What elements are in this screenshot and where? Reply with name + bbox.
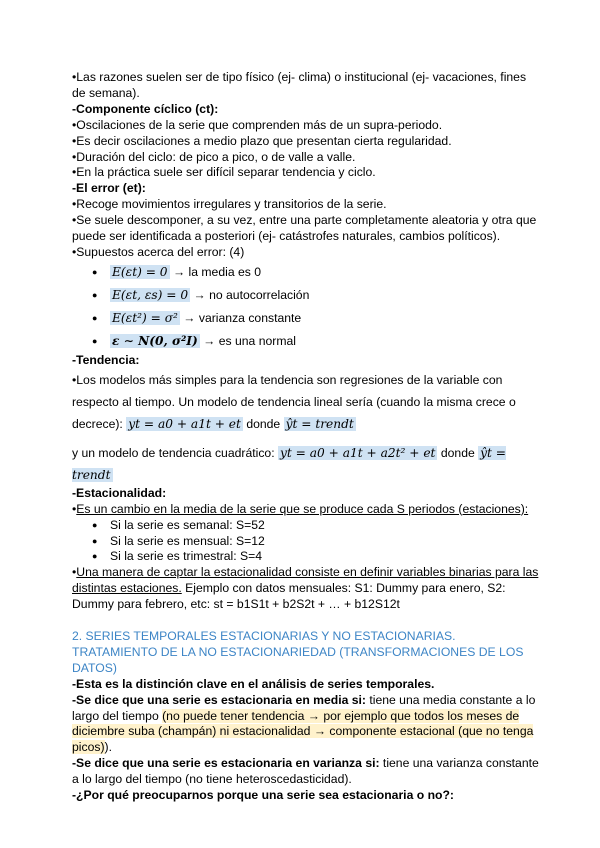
estacionalidad-item: ● Si la serie es semanal: S=52	[96, 518, 542, 534]
ciclico-item: •Oscilaciones de la serie que comprenden más de un supra-periodo.	[72, 117, 443, 132]
supuesto-math: E(εt²) = σ²	[112, 310, 178, 325]
bullet: •	[72, 501, 77, 516]
supuesto-text: → no autocorrelación	[193, 287, 310, 302]
ciclico-item: •Duración del ciclo: de pico a pico, o de valle a valle.	[72, 149, 356, 164]
estacionalidad-def	[72, 502, 542, 518]
section-heading: 2. SERIES TEMPORALES ESTACIONARIAS Y NO ESTACIONARIAS. TRATAMIENTO DE LA NO ESTACIONARIEDAD (TRANSFORMACIONES DE LOS DATOS)	[72, 629, 524, 675]
document-page	[72, 70, 542, 804]
dummy-rest: Ejemplo con datos mensuales: S1: Dummy para enero, S2: Dummy para febrero, etc: st = b1S1t + b2S2t + … + b12S12t	[72, 581, 506, 612]
clave-text: -Esta es la distinción clave en el análisis de series temporales.	[72, 676, 435, 691]
dummy-underlined: Una manera de captar la estacionalidad consiste en definir variables binarias para las distintas estaciones.	[72, 565, 539, 596]
tendencia-quad-desc: y un modelo de tendencia cuadrático:	[72, 445, 275, 460]
supuesto-math: E(εt, εs) = 0	[112, 287, 189, 302]
varianza-label: -Se dice que una serie es estacionaria en varianza si:	[72, 756, 380, 771]
media-paragraph	[72, 693, 542, 757]
estacionalidad-item: ● Si la serie es mensual: S=12	[96, 534, 542, 550]
tendencia-eq-quad: yt = a0 + a1t + a2t² + et	[279, 445, 436, 460]
intro-text: •Las razones suelen ser de tipo físico (ej- clima) o institucional (ej- vacaciones, fines de semana).	[72, 70, 527, 100]
ciclico-title: -Componente cíclico (ct):	[72, 101, 219, 116]
media-label: -Se dice que una serie es estacionaria en media si:	[72, 692, 366, 707]
supuestos-list	[72, 261, 542, 353]
varianza-text: tiene una varianza constante a lo largo del tiempo (no tiene heteroscedasticidad).	[72, 756, 539, 787]
supuesto-item	[96, 261, 542, 284]
ciclico-item: •En la práctica suele ser difícil separar tendencia y ciclo.	[72, 165, 376, 180]
media-highlight: (no puede tener tendencia → por ejemplo que todos los meses de diciembre suba (champán) ni estacionalidad → componente estacional (que no tenga picos)	[72, 708, 534, 755]
tendencia-eq-trend: ŷt = trendt	[72, 445, 507, 482]
tendencia-title: -Tendencia:	[72, 352, 140, 367]
error-item: •Recoge movimientos irregulares y transitorios de la serie.	[72, 197, 387, 212]
tendencia-eq-trend: ŷt = trendt	[285, 416, 354, 431]
tendencia-eq-linear: yt = a0 + a1t + et	[128, 416, 241, 431]
donde-label: donde	[440, 445, 475, 460]
varianza-paragraph	[72, 756, 542, 788]
supuesto-math: E(εt) = 0	[112, 264, 168, 279]
error-item: •Se suele descomponer, a su vez, entre una parte completamente aleatoria y otra que puede ser identificada a posteriori (ej- catástrofes naturales, cambios políticos).	[72, 213, 537, 244]
ciclico-item: •Es decir oscilaciones a medio plazo que presentan cierta regularidad.	[72, 133, 452, 148]
estacionalidad-list	[72, 518, 542, 566]
donde-label: donde	[246, 416, 281, 431]
supuesto-item	[96, 307, 542, 330]
supuesto-math: ε ∼ N(0, σ²I)	[112, 333, 198, 348]
error-item: •Supuestos acerca del error: (4)	[72, 244, 245, 259]
tendencia-desc: •Los modelos más simples para la tendencia son regresiones de la variable con respecto al tiempo. Un modelo de tendencia lineal sería (cuando la misma crece o decrece):	[72, 372, 516, 431]
error-title: -El error (et):	[72, 181, 146, 196]
supuesto-text: → es una normal	[203, 333, 296, 348]
media-text: tiene una media constante a lo largo del tiempo	[72, 692, 536, 723]
dummy-text	[72, 565, 542, 613]
bullet: •	[72, 565, 77, 580]
tendencia-quad	[72, 442, 542, 486]
estacionalidad-def-text: Es un cambio en la media de la serie que se produce cada S periodos (estaciones):	[76, 501, 529, 516]
tendencia-text	[72, 369, 542, 435]
estacionalidad-title: -Estacionalidad:	[72, 485, 167, 500]
estacionalidad-item: ● Si la serie es trimestral: S=4	[96, 549, 542, 565]
supuesto-item	[96, 330, 542, 353]
supuesto-item	[96, 284, 542, 307]
media-end: ).	[104, 740, 112, 755]
supuesto-text: → varianza constante	[183, 310, 302, 325]
supuesto-text: → la media es 0	[172, 264, 262, 279]
pregunta-text: -¿Por qué preocuparnos porque una serie sea estacionaria o no?:	[72, 788, 454, 803]
